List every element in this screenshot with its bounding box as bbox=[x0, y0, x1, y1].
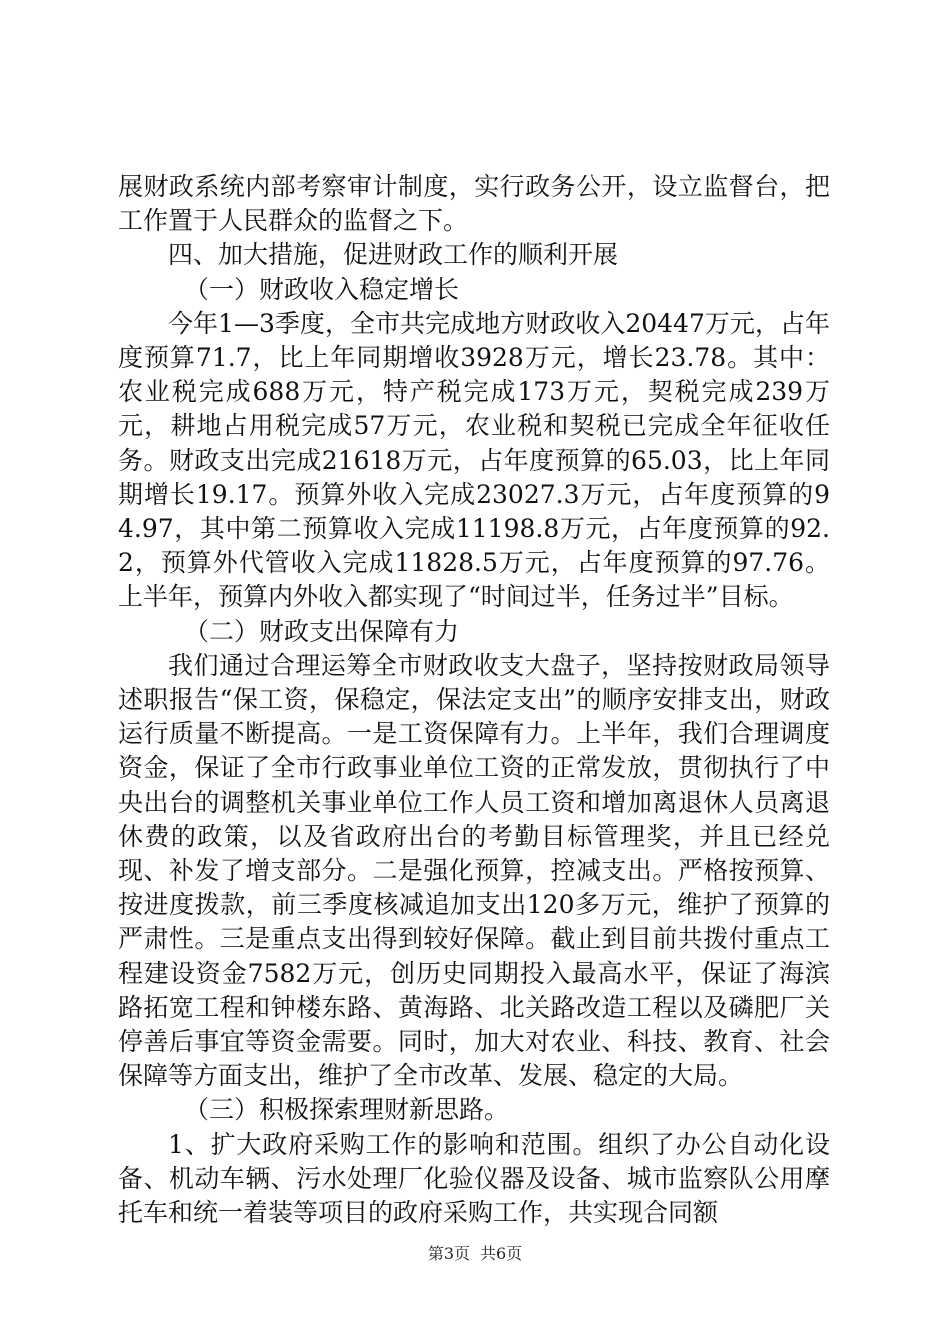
paragraph-revenue: 今年1—3季度，全市共完成地方财政收入20447万元，占年度预算71.7，比上年同期增收3928万元，增长23.78。其中：农业税完成688万元，特产税完成173万元，契税完成239万元，耕地占用税完成57万元，农业税和契税已完成全年征收任务。财政支出完成21618万元，占年度预算的65.03，比上年同期增长19.17。预算外收入完成23027.3万元，占年度预算的94.97，其中第二预算收入完成11198.8万元，占年度预算的92.2，预算外代管收入完成11828.5万元，占年度预算的97.76。上半年，预算内外收入都实现了“时间过半，任务过半”目标。 bbox=[118, 308, 830, 612]
document-body bbox=[118, 170, 830, 1230]
page-total: 共6页 bbox=[480, 1244, 523, 1263]
page-footer bbox=[0, 1244, 950, 1264]
subsection-heading: （一）财政收入稳定增长 bbox=[184, 274, 460, 304]
paragraph-expenditure: 我们通过合理运筹全市财政收支大盘子，坚持按财政局领导述职报告“保工资，保稳定，保法定支出”的顺序安排支出，财政运行质量不断提高。一是工资保障有力。上半年，我们合理调度资金，保证了全市行政事业单位工资的正常发放，贯彻执行了中央出台的调整机关事业单位工作人员工资和增加离退休人员离退休费的政策，以及省政府出台的考勤目标管理奖，并且已经兑现、补发了增支部分。二是强化预算，控减支出。严格按预算、按进度拨款，前三季度核减追加支出120多万元，维护了预算的严肃性。三是重点支出得到较好保障。截止到目前共拨付重点工程建设资金7582万元，创历史同期投入最高水平，保证了海滨路拓宽工程和钟楼东路、黄海路、北关路改造工程以及磷肥厂关停善后事宜等资金需要。同时，加大对农业、科技、教育、社会保障等方面支出，维护了全市改革、发展、稳定的大局。 bbox=[118, 650, 830, 1091]
page-number: 第3页 bbox=[427, 1244, 470, 1263]
section-heading: 四、加大措施，促进财政工作的顺利开展 bbox=[168, 240, 619, 270]
paragraph-procurement: 1、扩大政府采购工作的影响和范围。组织了办公自动化设备、机动车辆、污水处理厂化验仪器及设备、城市监察队公用摩托车和统一着装等项目的政府采购工作，共实现合同额 bbox=[118, 1129, 830, 1228]
subsection-heading: （二）财政支出保障有力 bbox=[184, 616, 460, 646]
subsection-heading: （三）积极探索理财新思路。 bbox=[184, 1095, 510, 1125]
paragraph-continuation: 展财政系统内部考察审计制度，实行政务公开，设立监督台，把工作置于人民群众的监督之下。 bbox=[118, 172, 830, 236]
